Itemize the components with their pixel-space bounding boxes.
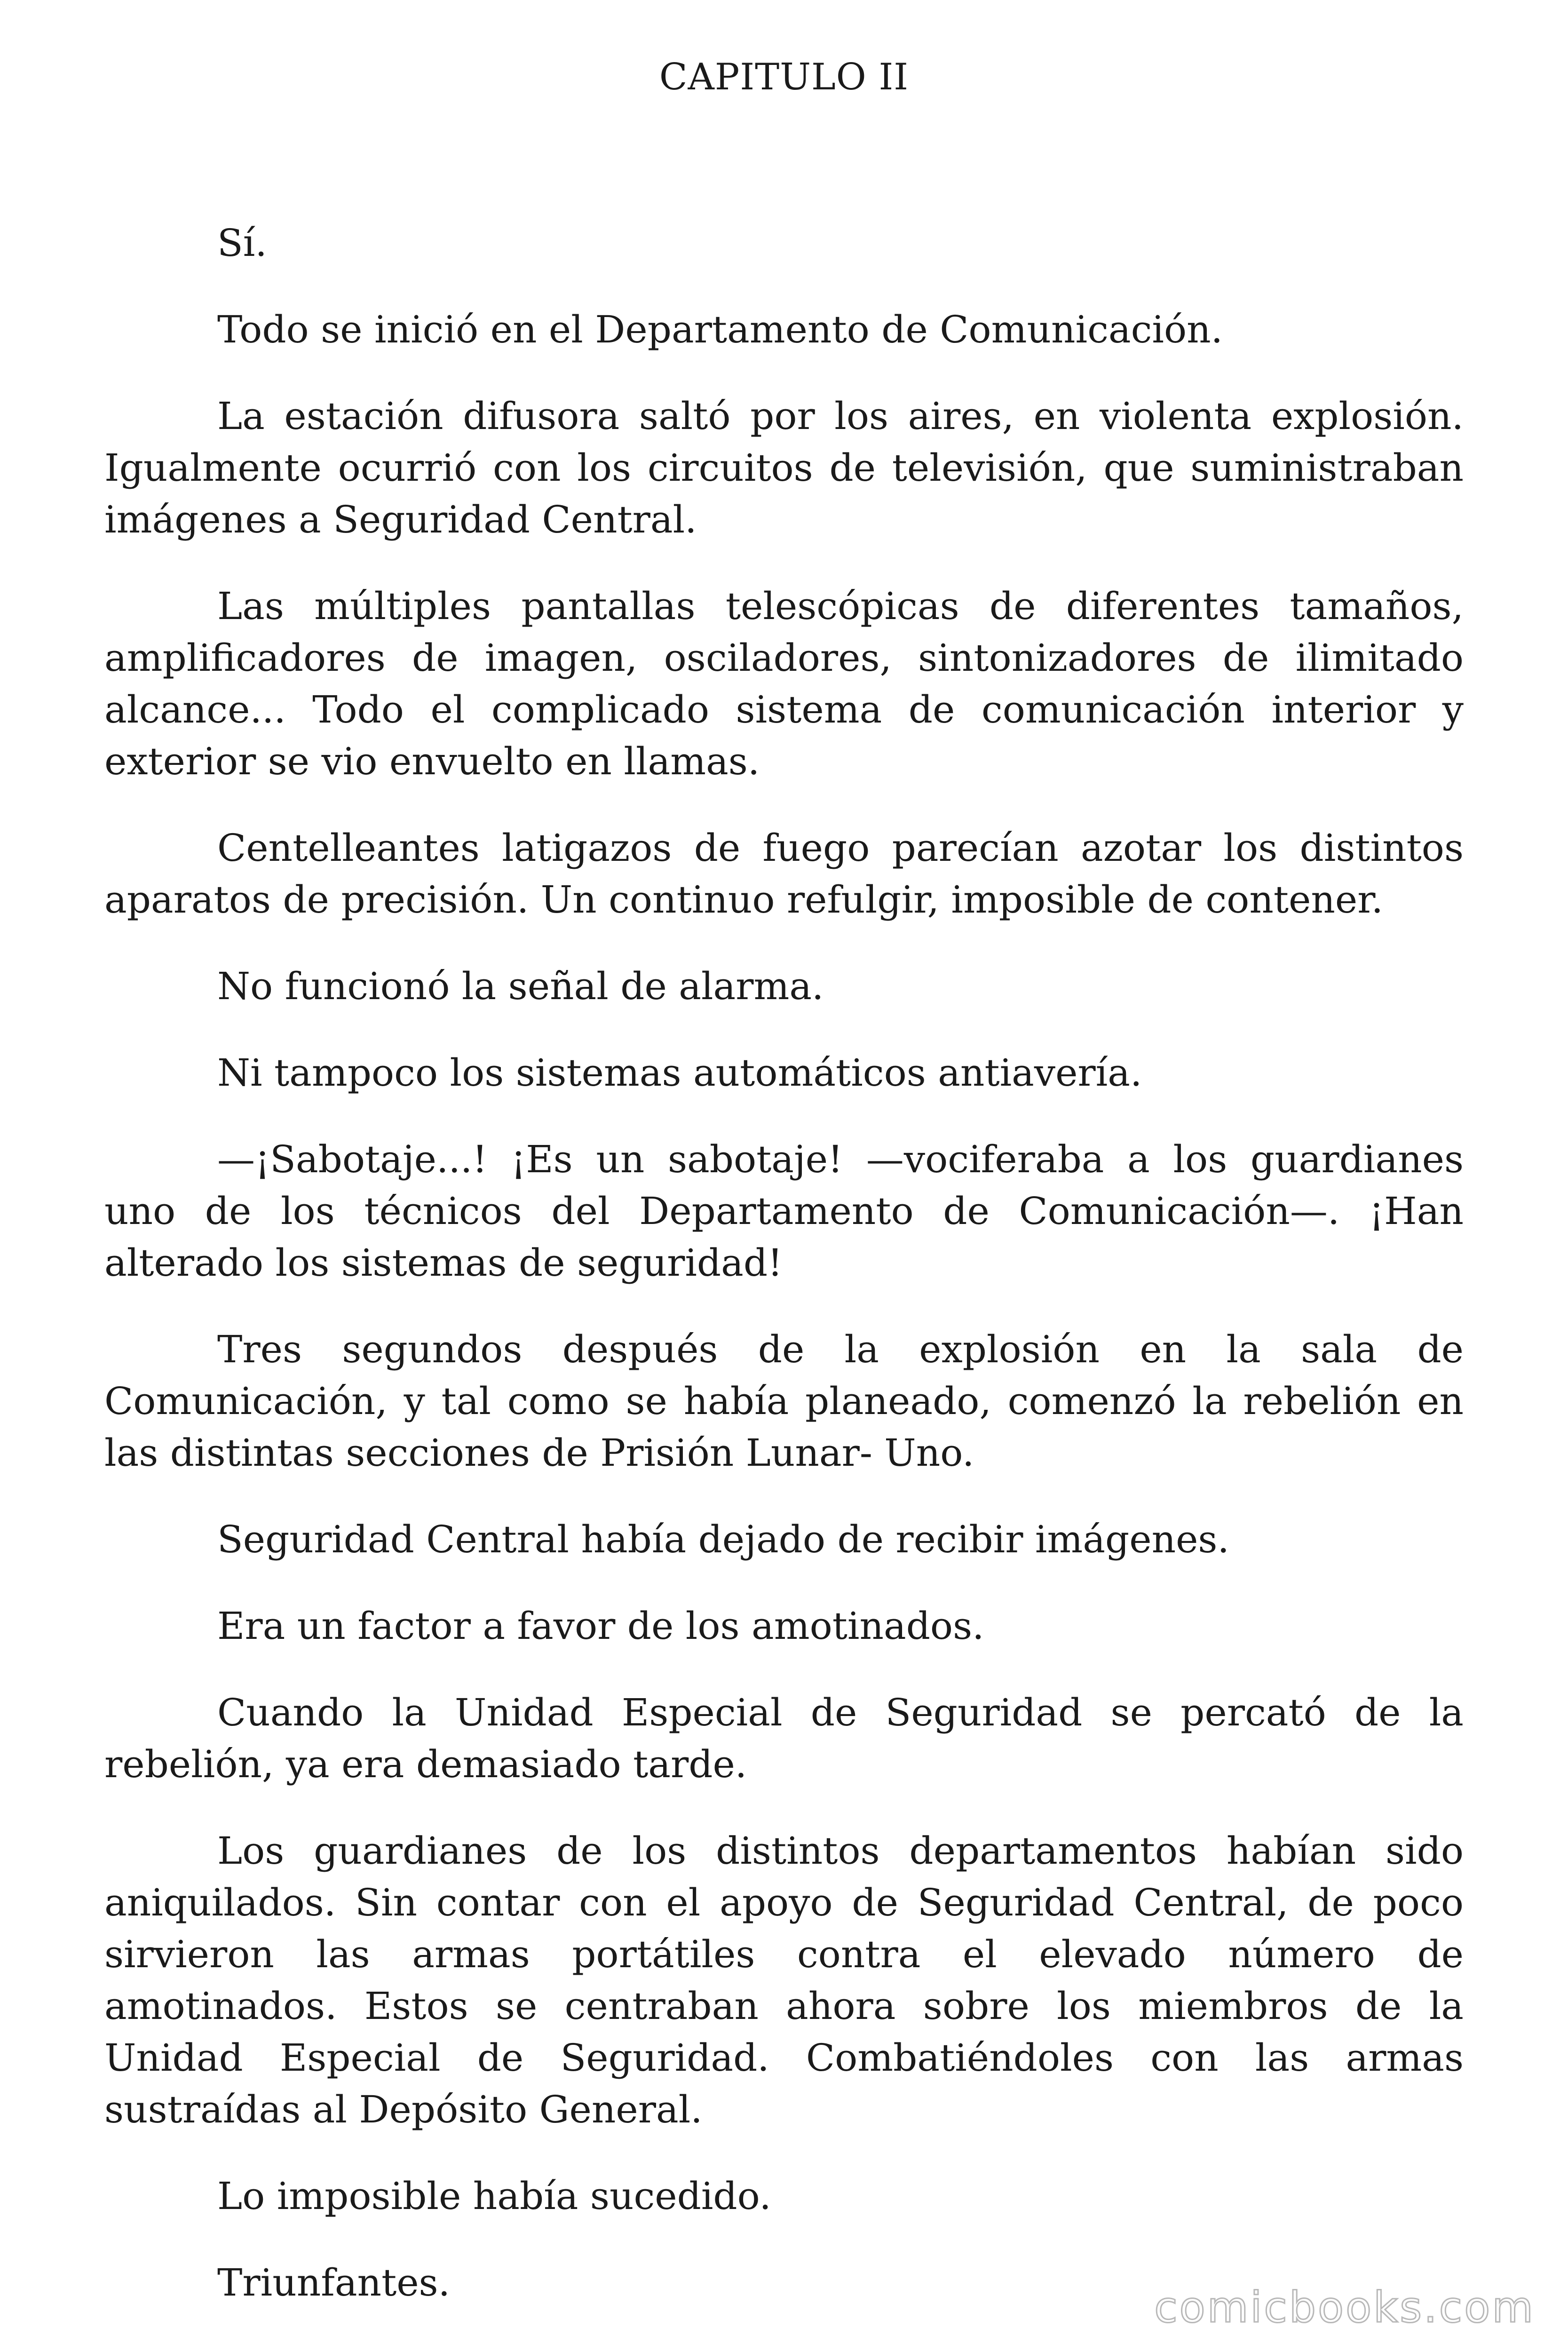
- watermark: comicbooks.com: [1154, 2283, 1535, 2332]
- paragraph: Cuando la Unidad Especial de Seguridad se percató de la rebelión, ya era demasiado tarde.: [104, 1691, 1464, 1786]
- paragraph: Seguridad Central había dejado de recibir imágenes.: [217, 1518, 1229, 1561]
- paragraph: Centelleantes latigazos de fuego parecían azotar los distintos aparatos de precisión. Un continuo refulgir, imposible de contener.: [104, 826, 1464, 922]
- chapter-body: [104, 217, 1464, 2344]
- paragraph: Ni tampoco los sistemas automáticos antiavería.: [217, 1051, 1142, 1095]
- paragraph: No funcionó la señal de alarma.: [217, 964, 824, 1008]
- paragraph: Tres segundos después de la explosión en la sala de Comunicación, y tal como se había planeado, comenzó la rebelión en las distintas secciones de Prisión Lunar- Uno.: [104, 1327, 1464, 1475]
- paragraph: Las múltiples pantallas telescópicas de diferentes tamaños, amplificadores de imagen, osciladores, sintonizadores de ilimitado alcance... Todo el complicado sistema de comunicación interior y exterior se vio envuelto en llamas.: [104, 584, 1464, 783]
- paragraph: —¡Sabotaje...! ¡Es un sabotaje! —vociferaba a los guardianes uno de los técnicos del Departamento de Comunicación—. ¡Han alterado los sistemas de seguridad!: [104, 1137, 1464, 1285]
- paragraph: Todo se inició en el Departamento de Comunicación.: [217, 308, 1223, 351]
- chapter-title: CAPITULO II: [659, 56, 909, 98]
- paragraph: Triunfantes.: [217, 2261, 451, 2304]
- paragraph: Lo imposible había sucedido.: [217, 2174, 771, 2218]
- paragraph: La estación difusora saltó por los aires, en violenta explosión. Igualmente ocurrió con los circuitos de televisión, que suministraban imágenes a Seguridad Central.: [104, 394, 1464, 541]
- paragraph: Sí.: [217, 221, 267, 265]
- paragraph: Los guardianes de los distintos departamentos habían sido aniquilados. Sin contar con el apoyo de Seguridad Central, de poco sirvieron las armas portátiles contra el elevado número de amotinados. Estos se centraban ahora sobre los miembros de la Unidad Especial de Seguridad. Combatiéndoles con las armas sustraídas al Depósito General.: [104, 1829, 1464, 2131]
- paragraph: Era un factor a favor de los amotinados.: [217, 1604, 984, 1648]
